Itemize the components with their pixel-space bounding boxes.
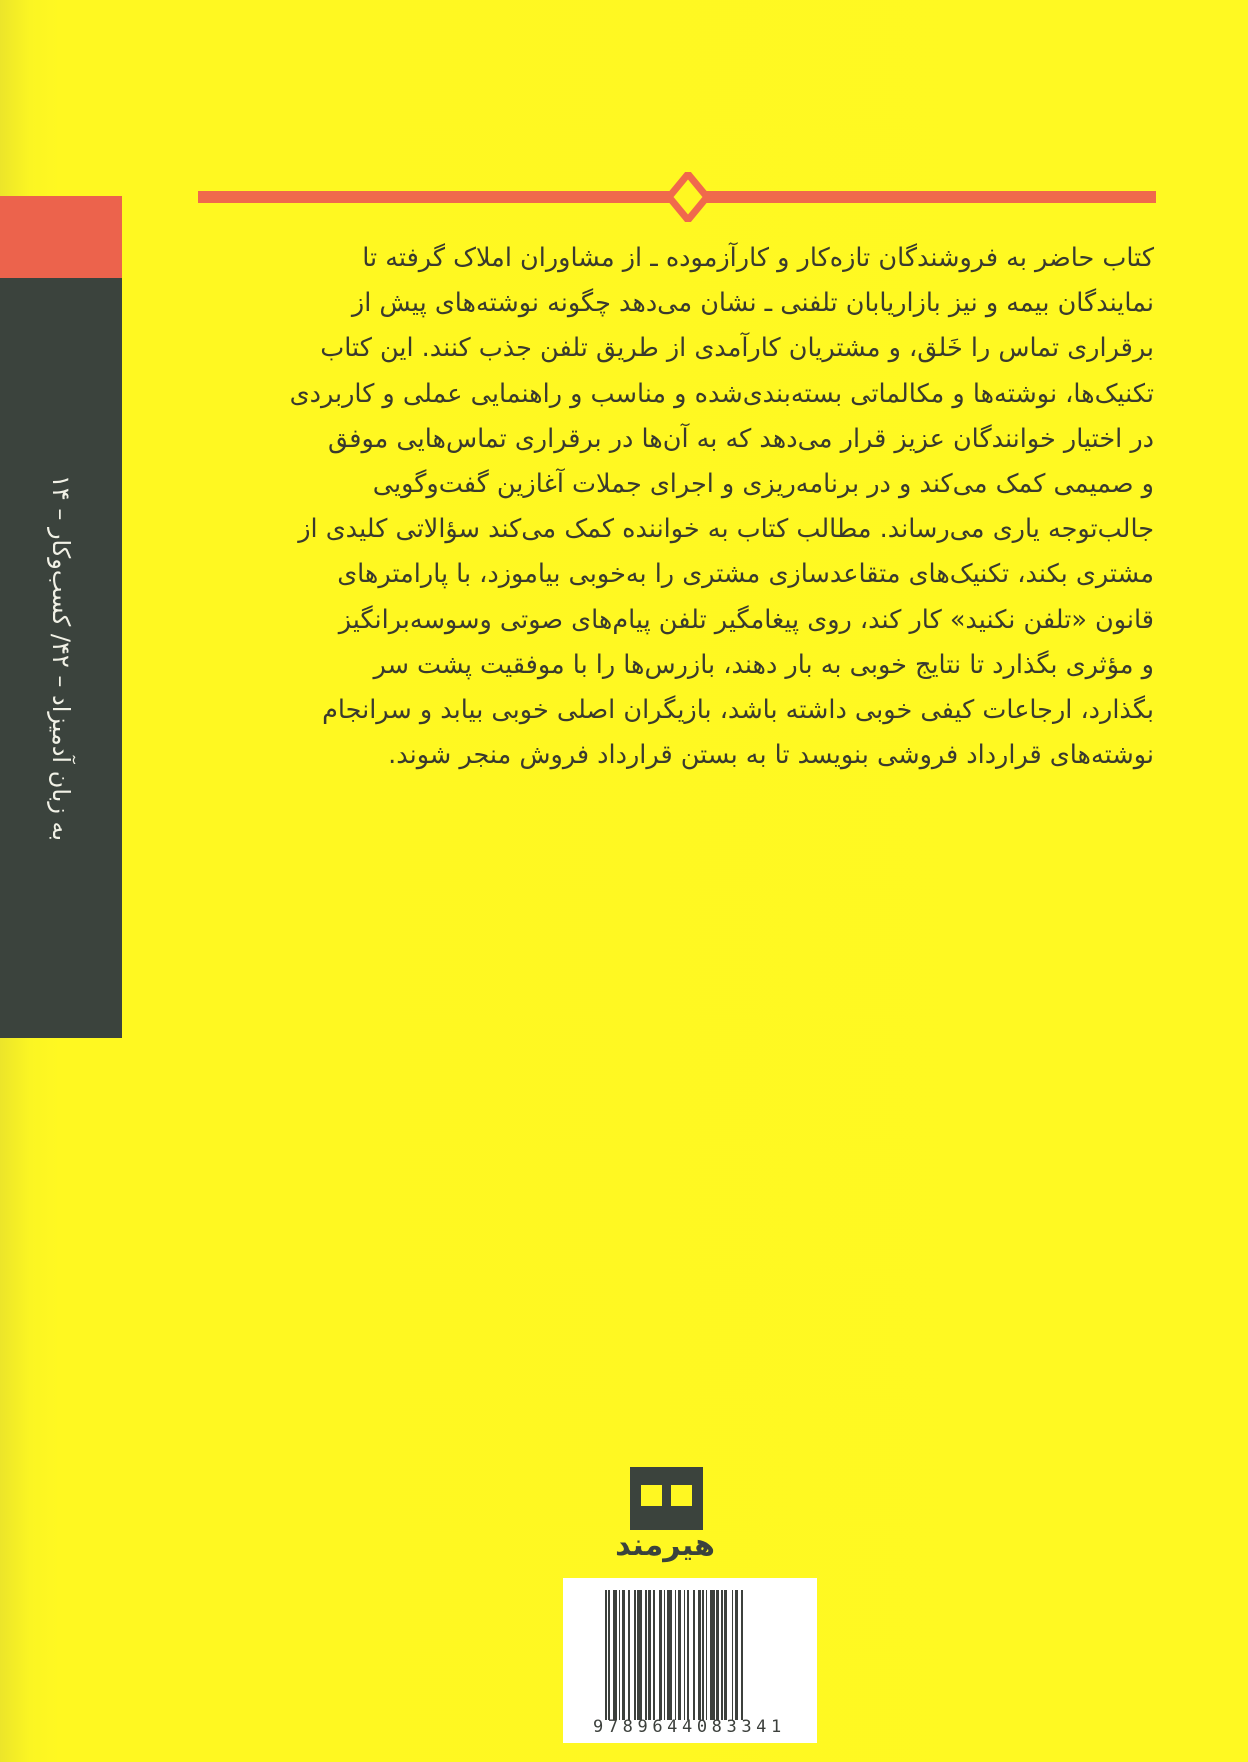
blurb-line: تکنیک‌ها، نوشته‌ها و مکالماتی بسته‌بندی‌شده و مناسب و راهنمایی عملی و کاربردی <box>289 378 1154 409</box>
publisher-name: هیرمند <box>615 1528 715 1563</box>
blurb-line: نوشته‌های قرارداد فروشی بنویسد تا به بستن قرارداد فروش منجر شوند. <box>388 740 1154 771</box>
blurb-line: نمایندگان بیمه و نیز بازاریابان تلفنی ـ نشان می‌دهد چگونه نوشته‌های پیش از <box>351 288 1154 319</box>
spine-accent-block <box>0 196 122 278</box>
blurb-line: و صمیمی کمک می‌کند و در برنامه‌ریزی و اجرای جملات آغازین گفت‌وگویی <box>372 469 1154 500</box>
publisher-logo-icon <box>630 1467 703 1530</box>
blurb-line: برقراری تماس را خَلق، و مشتریان کارآمدی از طریق تلفن جذب کنند. این کتاب <box>320 333 1154 364</box>
blurb-line: بگذارد، ارجاعات کیفی خوبی داشته باشد، بازیگران اصلی خوبی بیابد و سرانجام <box>322 695 1154 726</box>
blurb-line: کتاب حاضر به فروشندگان تازه‌کار و کارآزموده ـ از مشاوران املاک گرفته تا <box>362 243 1154 273</box>
blurb-line: جالب‌توجه یاری می‌رساند. مطالب کتاب به خواننده کمک می‌کند سؤالاتی کلیدی از <box>298 514 1154 545</box>
spine-series-text: به زبان آدمیزاد – ۴۲/ کسب‌وکار – ۱۴ <box>47 474 75 842</box>
logo-square-icon <box>671 1485 692 1506</box>
book-blurb <box>254 236 1154 778</box>
isbn-barcode <box>563 1578 817 1743</box>
isbn-number: 9789644083341 <box>593 1717 786 1737</box>
blurb-line: و مؤثری بگذارد تا نتایج خوبی به بار دهند، بازرس‌ها را با موفقیت پشت سر <box>373 649 1154 680</box>
blurb-line: مشتری بکند، تکنیک‌های متقاعدسازی مشتری را به‌خوبی بیاموزد، با پارامترهای <box>337 559 1154 590</box>
barcode-bars-icon <box>605 1590 795 1720</box>
blurb-line: قانون «تلفن نکنید» کار کند، روی پیغامگیر تلفن پیام‌های صوتی وسوسه‌برانگیز <box>338 604 1154 635</box>
logo-square-icon <box>641 1485 662 1506</box>
blurb-line: در اختیار خوانندگان عزیز قرار می‌دهد که به آن‌ها در برقراری تماس‌هایی موفق <box>328 423 1154 454</box>
diamond-icon <box>665 172 711 222</box>
